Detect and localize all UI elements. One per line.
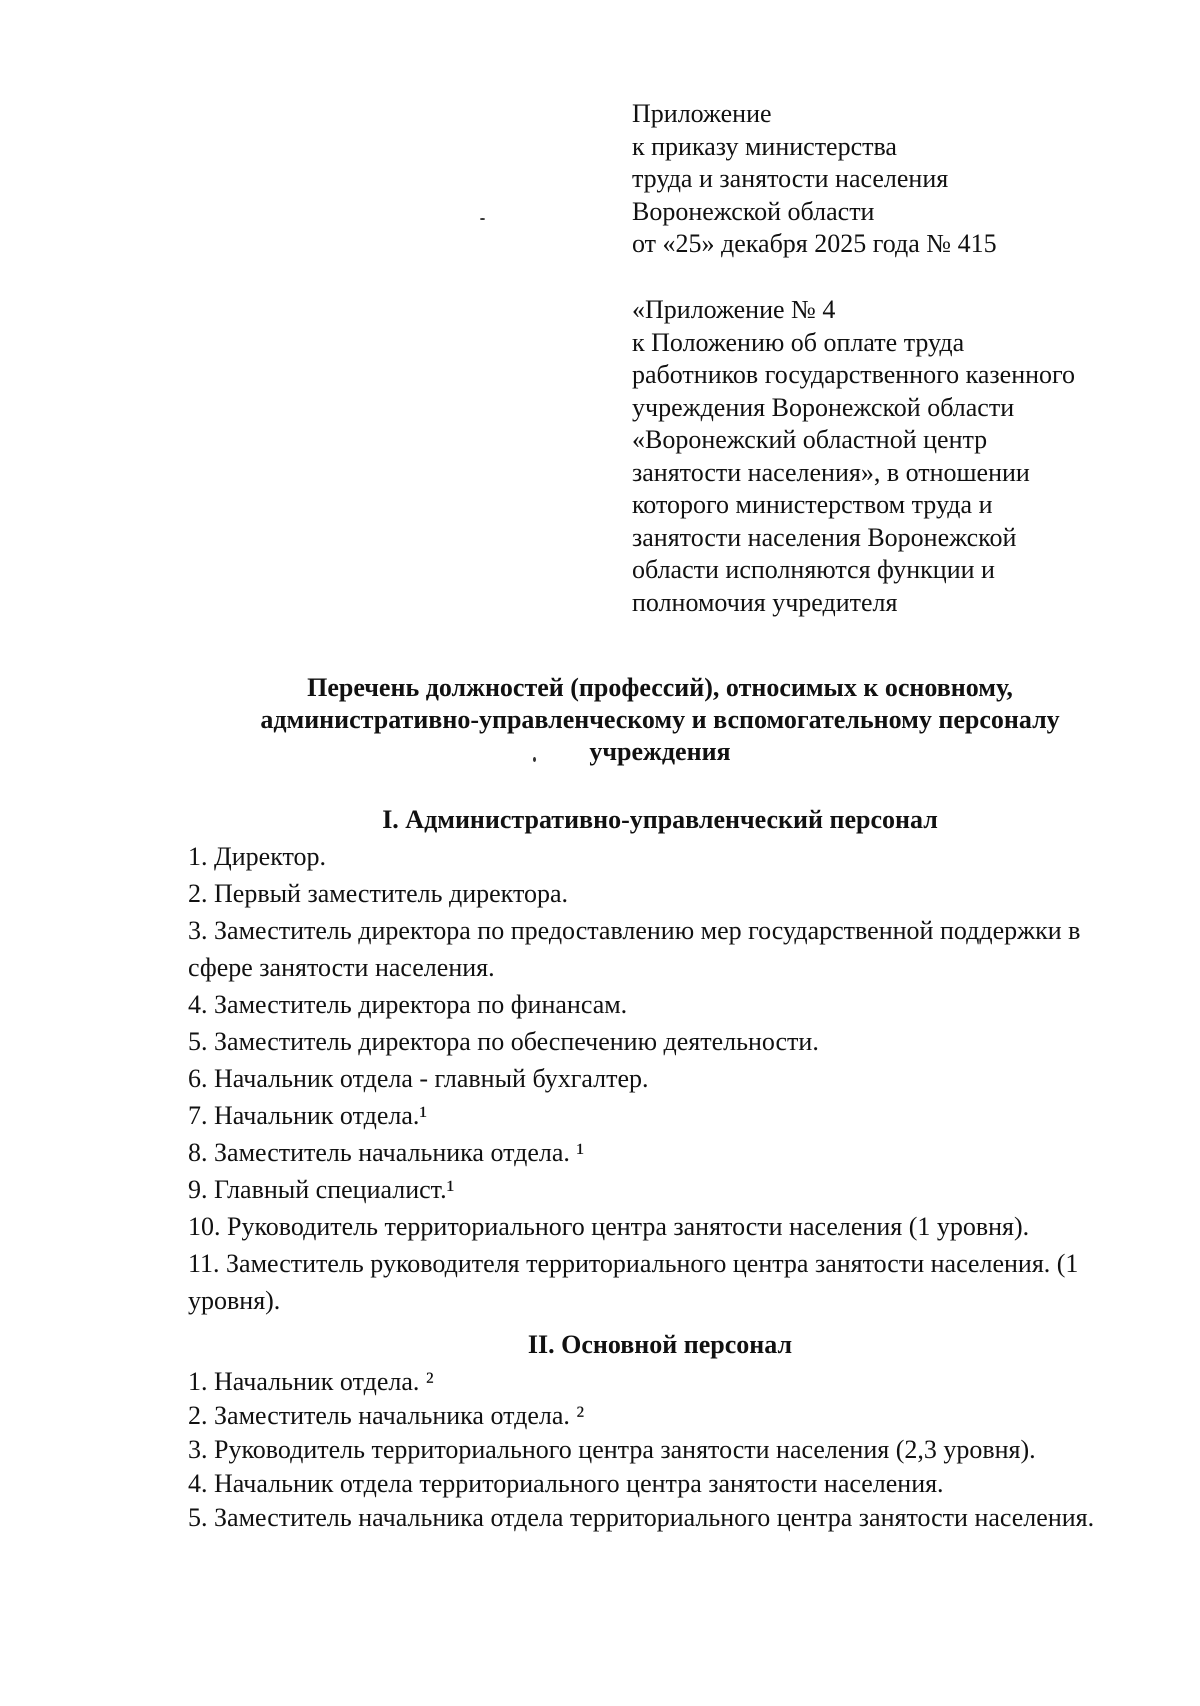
list-item: 5. Заместитель начальника отдела территориального центра занятости населения. (188, 1503, 1095, 1532)
list-item: 3. Заместитель директора по предоставлению мер государственной поддержки в сфере занятости населения. (188, 916, 1081, 982)
section-2-list (188, 1365, 1138, 1535)
appendix-regulation-line: учреждения Воронежской области (632, 392, 1015, 422)
list-item: 1. Начальник отдела. ² (188, 1367, 434, 1396)
list-item: 2. Заместитель начальника отдела. ² (188, 1401, 585, 1430)
appendix-regulation-line: полномочия учредителя (632, 587, 898, 617)
scan-speck (533, 757, 536, 762)
list-item: 6. Начальник отдела - главный бухгалтер. (188, 1064, 649, 1093)
list-item: 7. Начальник отдела.¹ (188, 1101, 428, 1130)
document-title-line: административно-управленческому и вспомогательному персоналу (260, 705, 1060, 734)
appendix-regulation-line: занятости населения Воронежской (632, 522, 1017, 552)
list-item: 1. Директор. (188, 842, 326, 871)
appendix-regulation-line: «Воронежский областной центр (632, 425, 988, 454)
appendix-regulation-line: «Приложение № 4 (632, 295, 836, 324)
document-title (200, 672, 1120, 768)
document-title-line: учреждения (589, 737, 731, 766)
appendix-order-line: Воронежской области (632, 196, 875, 226)
appendix-order-line: к приказу министерства (632, 131, 897, 161)
section-2-heading: II. Основной персонал (527, 1330, 793, 1359)
list-item: 8. Заместитель начальника отдела. ¹ (188, 1138, 585, 1167)
appendix-regulation-line: которого министерством труда и (632, 490, 993, 519)
list-item: 3. Руководитель территориального центра занятости населения (2,3 уровня). (188, 1435, 1036, 1464)
appendix-regulation-line: к Положению об оплате труда (632, 327, 965, 357)
list-item: 9. Главный специалист.¹ (188, 1175, 455, 1204)
list-item: 10. Руководитель территориального центра занятости населения (1 уровня). (188, 1212, 1030, 1241)
list-item: 4. Начальник отдела территориального центра занятости населения. (188, 1469, 944, 1498)
document-title-line: Перечень должностей (профессий), относимых к основному, (307, 673, 1013, 702)
appendix-order-date-line: от «25» декабря 2025 года № 415 (632, 229, 997, 258)
section-1-list (188, 838, 1138, 1319)
list-item: 4. Заместитель директора по финансам. (188, 990, 628, 1019)
list-item: 5. Заместитель директора по обеспечению деятельности. (188, 1027, 819, 1056)
appendix-order-line: труда и занятости населения (632, 164, 949, 193)
appendix-order-line: Приложение (632, 99, 772, 128)
appendix-order-header (632, 98, 1152, 261)
appendix-regulation-line: занятости населения», в отношении (632, 457, 1030, 487)
scan-speck (480, 218, 485, 220)
appendix-regulation-line: области исполняются функции и (632, 555, 995, 584)
appendix-regulation-line: работников государственного казенного (632, 360, 1076, 389)
appendix-regulation-header (632, 294, 1152, 619)
section-1-heading: I. Административно-управленческий персонал (382, 805, 938, 834)
list-item: 11. Заместитель руководителя территориального центра занятости населения. (1 уровня). (188, 1249, 1079, 1315)
list-item: 2. Первый заместитель директора. (188, 879, 569, 908)
